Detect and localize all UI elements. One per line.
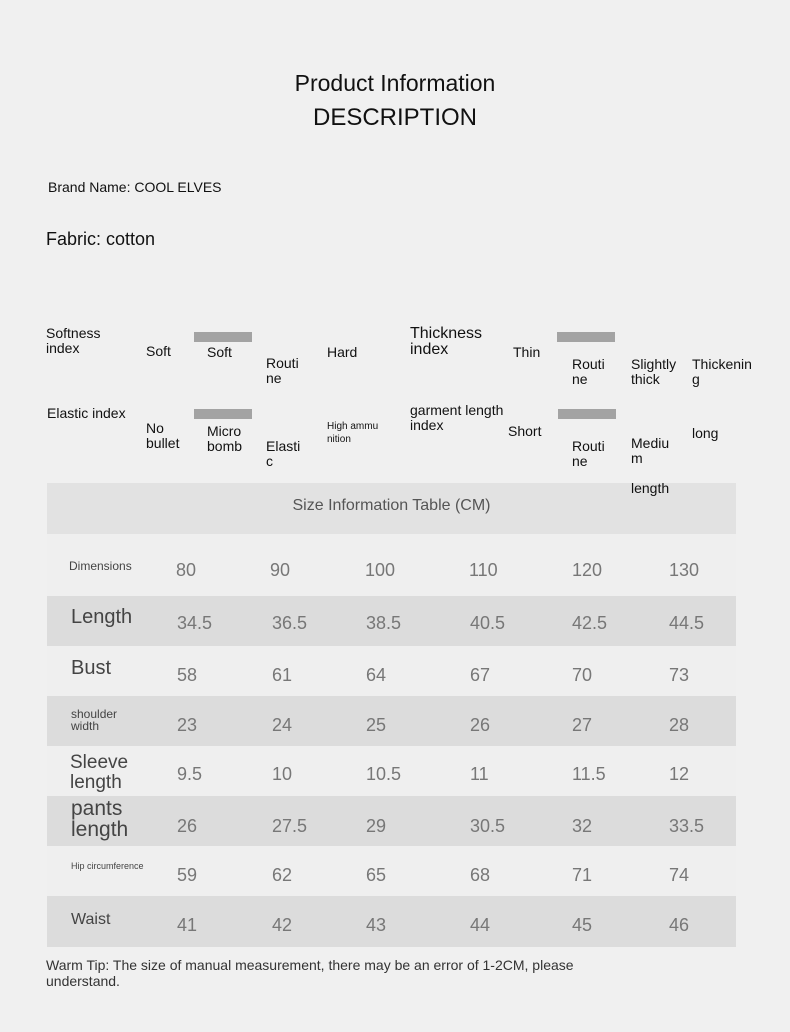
table-cell: 29 <box>366 816 387 836</box>
table-cell: 10.5 <box>366 764 402 784</box>
elastic-option-4: High ammunition <box>327 421 379 445</box>
garment-length-label: garment length index <box>410 402 504 433</box>
softness-label: Softness index <box>46 325 101 356</box>
header-cell: 100 <box>365 560 396 580</box>
table-cell: 74 <box>669 865 690 885</box>
table-cell: 36.5 <box>272 613 308 633</box>
table-cell: 70 <box>572 665 593 685</box>
elastic-option-3: Elastic <box>266 438 301 469</box>
fabric: Fabric: cotton <box>46 229 156 249</box>
table-cell: 41 <box>177 915 198 935</box>
table-row <box>47 696 736 746</box>
row-label-length: Length <box>71 606 133 628</box>
header-cell: 80 <box>176 560 197 580</box>
row-label-waist: Waist <box>71 911 111 928</box>
table-cell: 42 <box>272 915 293 935</box>
table-cell: 42.5 <box>572 613 608 633</box>
table-cell: 64 <box>366 665 387 685</box>
table-cell: 27.5 <box>272 816 308 836</box>
header-cell: 90 <box>270 560 291 580</box>
table-cell: 26 <box>470 715 491 735</box>
header-cell-dimensions: Dimensions <box>69 559 132 573</box>
table-cell: 12 <box>669 764 690 784</box>
table-cell: 62 <box>272 865 293 885</box>
size-table <box>47 480 736 947</box>
row-label-hip-circumference: Hip circumference <box>71 861 144 871</box>
page-subtitle: DESCRIPTION <box>312 104 477 131</box>
table-cell: 43 <box>366 915 387 935</box>
thickness-option-3: Slightly thick <box>631 356 677 387</box>
table-header-row <box>47 534 736 596</box>
softness-option-2: Soft <box>207 344 232 360</box>
row-label-pants-length: pants length <box>71 797 129 841</box>
header-cell: 120 <box>572 560 603 580</box>
table-cell: 27 <box>572 715 593 735</box>
table-row <box>47 596 736 646</box>
table-cell: 30.5 <box>470 816 506 836</box>
elastic-label: Elastic index <box>47 405 126 421</box>
table-cell: 11.5 <box>572 764 606 784</box>
table-cell: 26 <box>177 816 198 836</box>
table-cell: 58 <box>177 665 198 685</box>
table-cell: 24 <box>272 715 293 735</box>
size-table-title: Size Information Table (CM) <box>292 497 491 514</box>
table-cell: 10 <box>272 764 293 784</box>
table-cell: 34.5 <box>177 613 213 633</box>
table-row <box>47 896 736 947</box>
thickness-option-4: Thickening <box>692 356 752 387</box>
table-cell: 45 <box>572 915 593 935</box>
row-label-bust: Bust <box>71 657 112 679</box>
garment-length-option-1: Short <box>508 423 542 439</box>
table-cell: 40.5 <box>470 613 506 633</box>
table-cell: 28 <box>669 715 690 735</box>
softness-selected-bar <box>194 332 252 342</box>
table-row <box>47 746 736 796</box>
thickness-option-2: Routine <box>572 356 605 387</box>
garment-length-option-2: Routine <box>572 438 605 469</box>
table-cell: 71 <box>572 865 593 885</box>
table-cell: 11 <box>470 764 489 784</box>
garment-length-selected-bar <box>558 409 616 419</box>
table-cell: 9.5 <box>177 764 203 784</box>
elastic-option-2: Micro bomb <box>207 423 243 454</box>
garment-length-option-3: Medium <box>631 435 670 466</box>
thickness-selected-bar <box>557 332 615 342</box>
elastic-option-1: No bullet <box>146 420 180 451</box>
brand-name: Brand Name: COOL ELVES <box>48 179 222 195</box>
garment-length-option-4: long <box>692 425 719 441</box>
elastic-selected-bar <box>194 409 252 419</box>
table-cell: 32 <box>572 816 593 836</box>
table-cell: 59 <box>177 865 198 885</box>
table-cell: 25 <box>366 715 387 735</box>
table-cell: 46 <box>669 915 690 935</box>
table-cell: 33.5 <box>669 816 705 836</box>
page-title: Product Information <box>294 70 496 96</box>
table-row <box>47 846 736 896</box>
garment-length-option-5: length <box>631 480 670 496</box>
table-cell: 23 <box>177 715 198 735</box>
thickness-label: Thickness index <box>410 325 483 358</box>
row-label-shoulder-width: shoulder width <box>71 707 118 733</box>
table-cell: 61 <box>272 665 293 685</box>
table-row <box>47 646 736 696</box>
table-row <box>47 796 736 846</box>
table-cell: 44.5 <box>669 613 705 633</box>
table-cell: 44 <box>470 915 491 935</box>
table-cell: 67 <box>470 665 491 685</box>
softness-option-1: Soft <box>146 343 171 359</box>
table-cell: 73 <box>669 665 690 685</box>
table-cell: 68 <box>470 865 491 885</box>
header-cell: 130 <box>669 560 700 580</box>
softness-option-4: Hard <box>327 344 358 360</box>
table-cell: 38.5 <box>366 613 402 633</box>
thickness-option-1: Thin <box>513 344 541 360</box>
warm-tip: Warm Tip: The size of manual measurement, there may be an error of 1-2CM, please understand. <box>46 957 574 989</box>
header-cell: 110 <box>469 560 498 580</box>
table-cell: 65 <box>366 865 387 885</box>
softness-option-3: Routine <box>266 355 299 386</box>
row-label-sleeve-length: Sleeve length <box>70 752 129 793</box>
